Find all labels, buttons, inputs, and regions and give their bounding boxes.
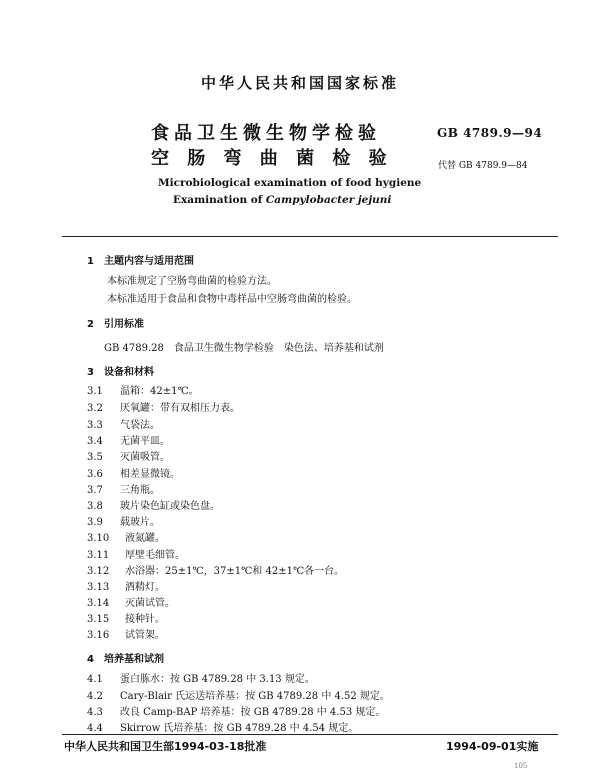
item-number: 4.1 — [87, 674, 103, 685]
list-item — [87, 546, 185, 561]
item-number: 3.7 — [87, 485, 103, 496]
list-item — [87, 481, 160, 496]
item-text: Cary-Blair 氏运送培养基：按 GB 4789.28 中 4.52 规定。 — [120, 691, 390, 702]
item-text: 温箱：42±1℃。 — [120, 386, 199, 397]
item-text: 玻片染色缸或染色盘。 — [120, 501, 220, 512]
item-text: 蛋白胨水：按 GB 4789.28 中 3.13 规定。 — [120, 674, 315, 685]
list-item — [87, 610, 165, 625]
title-chinese-line1: 食品卫生微生物学检验 — [151, 123, 381, 144]
section-1-heading: 1 主题内容与适用范围 — [87, 256, 194, 267]
list-item — [87, 513, 160, 528]
title-chinese-line2: 空 肠 弯 曲 菌 检 验 — [151, 148, 393, 169]
item-number: 3.10 — [87, 533, 110, 544]
item-number: 3.12 — [87, 566, 110, 577]
item-text: 灭菌试管。 — [125, 598, 175, 609]
title-english-prefix: Examination of — [173, 194, 266, 206]
item-number: 3.9 — [87, 517, 103, 528]
list-item — [87, 416, 160, 431]
list-item — [87, 382, 199, 397]
section-1-paragraph-1: 本标准规定了空肠弯曲菌的检验方法。 — [107, 276, 277, 287]
item-text: 载玻片。 — [120, 517, 160, 528]
list-item — [87, 578, 165, 593]
item-text: 厌氧罐：带有双相压力表。 — [120, 403, 240, 414]
item-text: 三角瓶。 — [120, 485, 160, 496]
item-text: 无菌平皿。 — [120, 436, 170, 447]
standard-code: GB 4789.9—94 — [437, 126, 543, 140]
item-text: 气袋法。 — [120, 420, 160, 431]
item-text: 改良 Camp-BAP 培养基：按 GB 4789.28 中 4.53 规定。 — [120, 707, 386, 718]
item-number: 3.11 — [87, 550, 110, 561]
list-item — [87, 562, 344, 577]
title-english-organism: Campylobacter jejuni — [265, 194, 392, 206]
item-number: 4.3 — [87, 707, 103, 718]
item-text: 水浴器：25±1℃，37±1℃和 42±1℃各一台。 — [125, 566, 345, 577]
list-item — [87, 465, 180, 480]
item-text: 液氮罐。 — [125, 533, 165, 544]
item-number: 3.13 — [87, 582, 110, 593]
section-4-heading: 4 培养基和试剂 — [87, 654, 164, 665]
item-text: 相差显微镜。 — [120, 469, 180, 480]
list-item — [87, 529, 165, 544]
list-item — [87, 626, 165, 641]
list-item — [87, 670, 315, 685]
item-text: Skirrow 氏培养基：按 GB 4789.28 中 4.54 规定。 — [120, 723, 359, 734]
list-item — [87, 719, 358, 734]
item-text: 厚壁毛细管。 — [125, 550, 185, 561]
list-item — [87, 594, 175, 609]
list-item — [87, 687, 390, 702]
list-item — [87, 497, 220, 512]
list-item — [87, 448, 170, 463]
item-text: 灭菌吸管。 — [120, 452, 170, 463]
section-3-heading: 3 设备和材料 — [87, 367, 154, 378]
item-text: 接种针。 — [125, 614, 165, 625]
footer-divider — [62, 734, 558, 735]
title-english-line1: Microbiological examination of food hygiene — [158, 177, 422, 189]
section-1-paragraph-2: 本标准适用于食品和食物中毒样品中空肠弯曲菌的检验。 — [107, 294, 357, 305]
item-number: 3.4 — [87, 436, 103, 447]
implementation-date: 1994-09-01实施 — [446, 740, 539, 753]
item-text: 试管架。 — [125, 630, 165, 641]
item-text: 酒精灯。 — [125, 582, 165, 593]
section-2-reference: GB 4789.28 食品卫生微生物学检验 染色法、培养基和试剂 — [104, 343, 384, 354]
item-number: 3.2 — [87, 403, 103, 414]
list-item — [87, 703, 385, 718]
list-item — [87, 432, 170, 447]
item-number: 3.16 — [87, 630, 110, 641]
national-standard-heading: 中华人民共和国国家标准 — [200, 74, 399, 92]
header-divider — [62, 236, 558, 237]
item-number: 3.8 — [87, 501, 103, 512]
approval-line: 中华人民共和国卫生部1994-03-18批准 — [64, 740, 267, 753]
item-number: 3.1 — [87, 386, 103, 397]
page-number: 105 — [514, 762, 528, 770]
item-number: 4.2 — [87, 691, 103, 702]
item-number: 4.4 — [87, 723, 103, 734]
item-number: 3.3 — [87, 420, 103, 431]
replaces-code: 代替 GB 4789.9—84 — [438, 161, 528, 171]
title-english-line2 — [173, 194, 391, 206]
item-number: 3.6 — [87, 469, 103, 480]
list-item — [87, 399, 240, 414]
section-2-heading: 2 引用标准 — [87, 319, 144, 330]
item-number: 3.5 — [87, 452, 103, 463]
item-number: 3.15 — [87, 614, 110, 625]
item-number: 3.14 — [87, 598, 110, 609]
